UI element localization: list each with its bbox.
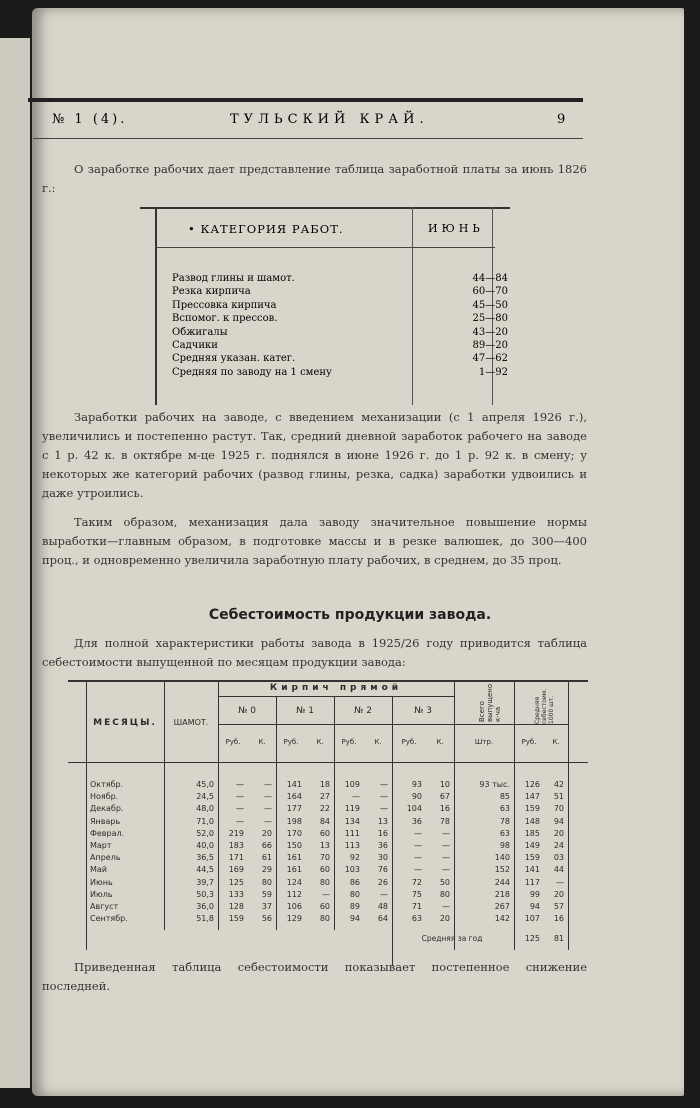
cost-intro-paragraph: Для полной характеристики работы завода в 1925/26 году приводится таблица себестоимости выпущенной по месяцам продукции завода: bbox=[42, 636, 587, 669]
cost-table-rule bbox=[218, 696, 454, 697]
wage-value: 47—62 bbox=[472, 353, 508, 365]
cost-table-cell: 185 bbox=[524, 828, 540, 838]
cost-table-cell: 92 bbox=[349, 853, 360, 863]
wage-value: 44—84 bbox=[472, 273, 508, 284]
cost-table-cell: 142 bbox=[494, 914, 510, 924]
cost-table-month: Январь bbox=[90, 816, 121, 826]
cost-table-cell: 20 bbox=[553, 889, 564, 899]
cost-table-cell: 40,0 bbox=[196, 841, 214, 850]
cost-table-rule bbox=[334, 696, 335, 930]
cost-table-cell: 107 bbox=[524, 914, 540, 924]
cost-table-cell: 66 bbox=[261, 841, 272, 850]
cost-table-top-rule bbox=[68, 680, 588, 682]
cost-table-cell: 119 bbox=[344, 804, 360, 814]
cost-table-cell: 141 bbox=[524, 865, 540, 875]
cost-table-cell: 48 bbox=[377, 902, 388, 911]
cost-table-cell: — bbox=[236, 780, 244, 789]
cost-table-cell: 94 bbox=[553, 816, 564, 826]
cost-table-cell: 30 bbox=[377, 853, 388, 863]
cost-table-month: Май bbox=[90, 865, 108, 875]
cost-table-cell: 267 bbox=[494, 902, 510, 911]
cost-table-cell: 140 bbox=[494, 853, 510, 863]
cost-table-cell: 98 bbox=[499, 841, 510, 850]
cost-table-rule bbox=[276, 696, 277, 930]
cost-table-cell: 75 bbox=[411, 889, 422, 899]
wage-table-row bbox=[172, 353, 508, 366]
cost-table-cell: 161 bbox=[286, 865, 302, 875]
cost-table-month: Март bbox=[90, 841, 112, 850]
cost-table-cell: 141 bbox=[286, 780, 302, 789]
section-title: Себестоимость продукции завода. bbox=[208, 607, 492, 623]
cost-table-cell: 183 bbox=[228, 841, 244, 850]
wage-category: Обжигалы bbox=[172, 326, 228, 338]
cost-table-cell: 71 bbox=[411, 902, 422, 911]
cost-table-cell: 13 bbox=[319, 841, 330, 850]
cost-table-cell: 76 bbox=[377, 865, 388, 875]
cost-table-kop-label: К. bbox=[316, 738, 324, 746]
wage-table-top-rule bbox=[140, 207, 510, 209]
cost-table-cell: 99 bbox=[529, 889, 540, 899]
cost-table-cell: 93 bbox=[411, 780, 422, 789]
cost-table-cell: 26 bbox=[377, 877, 388, 887]
cost-table-cell: — bbox=[322, 889, 330, 899]
cost-table-cell: — bbox=[380, 889, 388, 899]
cost-table-cell: 42 bbox=[553, 780, 564, 789]
cost-table-cell: 29 bbox=[261, 865, 272, 875]
cost-table-cell: 45,0 bbox=[196, 780, 214, 789]
cost-table-avg-kop: 81 bbox=[553, 934, 564, 943]
cost-table-cell: — bbox=[442, 865, 450, 875]
cost-table-cell: 71,0 bbox=[196, 816, 214, 826]
wage-value: 89—20 bbox=[472, 340, 508, 351]
cost-table-cell: 36,0 bbox=[196, 902, 214, 911]
cost-table-rub-label: Руб. bbox=[401, 738, 417, 746]
cost-table-cell: 50 bbox=[439, 877, 450, 887]
cost-table-cell: — bbox=[414, 853, 422, 863]
cost-table-cell: 148 bbox=[524, 816, 540, 826]
cost-table-cell: 16 bbox=[377, 828, 388, 838]
wage-category: Средняя указан. катег. bbox=[172, 353, 296, 365]
wage-table-row bbox=[172, 286, 508, 299]
wage-category: Средняя по заводу на 1 смену bbox=[172, 366, 332, 378]
cost-table-cell: 113 bbox=[344, 841, 360, 850]
cost-table-cell: 60 bbox=[319, 865, 330, 875]
cost-table-header-rule bbox=[68, 762, 588, 763]
wage-table-row bbox=[172, 366, 508, 380]
cost-table-cell: 170 bbox=[286, 828, 302, 838]
cost-table-cell: 149 bbox=[524, 841, 540, 850]
cost-table-cell: — bbox=[380, 780, 388, 789]
cost-table-sht-label: Штр. bbox=[474, 738, 494, 746]
cost-table-cell: 125 bbox=[228, 877, 244, 887]
cost-table-cell: 94 bbox=[349, 914, 360, 924]
cost-table-cell: 37 bbox=[261, 902, 272, 911]
cost-table-brick-header: Кирпич прямой bbox=[269, 683, 403, 693]
cost-table-cell: 64 bbox=[377, 914, 388, 924]
wage-value: 43—20 bbox=[472, 326, 508, 338]
cost-table-cell: 80 bbox=[319, 914, 330, 924]
cost-table-cell: 63 bbox=[499, 804, 510, 814]
cost-table-cell: 152 bbox=[494, 865, 510, 875]
cost-table-avg-rub: 125 bbox=[524, 934, 540, 943]
cost-table-cell: 70 bbox=[553, 804, 564, 814]
issue-number: № 1 (4). bbox=[52, 112, 128, 127]
cost-table-output-header: Всего выпущено к-ча bbox=[478, 683, 502, 722]
cost-table-cell: 124 bbox=[286, 877, 302, 887]
cost-table-rule bbox=[218, 724, 568, 725]
cost-table-kop-label: К. bbox=[552, 738, 560, 746]
cost-table-cell: 133 bbox=[228, 889, 244, 899]
cost-table-kop-label: К. bbox=[374, 738, 382, 746]
cost-table-cell: 159 bbox=[524, 853, 540, 863]
cost-table-cell: 80 bbox=[319, 877, 330, 887]
cost-table-cell: 39,7 bbox=[196, 877, 214, 887]
wage-category: Прессовка кирпича bbox=[172, 299, 277, 311]
mechanization-paragraph: Таким образом, механизация дала заводу значительное повышение нормы выработки—главным образом, в подготовке массы и в резке валюшек, до 300—400 проц., и одновременно увеличила заработную плату рабочих, в среднем, до 35 проц. bbox=[42, 515, 587, 567]
cost-table-cell: 112 bbox=[286, 889, 302, 899]
cost-table-rule bbox=[218, 680, 219, 930]
journal-title: ТУЛЬСКИЙ КРАЙ. bbox=[230, 112, 429, 127]
cost-table-cell: 48,0 bbox=[196, 804, 214, 814]
cost-table-cell: — bbox=[264, 792, 272, 802]
cost-table-cell: 70 bbox=[319, 853, 330, 863]
wage-table-row bbox=[172, 273, 508, 286]
cost-table-cell: 24 bbox=[553, 841, 564, 850]
cost-table-cell: 86 bbox=[349, 877, 360, 887]
cost-table-cell: 51,8 bbox=[196, 914, 214, 924]
cost-table-cell: — bbox=[442, 841, 450, 850]
cost-table-month: Октябр. bbox=[90, 780, 124, 789]
wage-value: 45—50 bbox=[472, 299, 508, 311]
cost-table-cell: 03 bbox=[553, 853, 564, 863]
cost-table-cell: — bbox=[442, 902, 450, 911]
cost-table-cell: 20 bbox=[553, 828, 564, 838]
cost-table-cell: 159 bbox=[228, 914, 244, 924]
cost-table-month: Феврал. bbox=[90, 828, 125, 838]
cost-table-cell: 150 bbox=[286, 841, 302, 850]
wage-table-row bbox=[172, 313, 508, 326]
cost-table-cell: 164 bbox=[286, 792, 302, 802]
cost-table-month: Август bbox=[90, 902, 119, 911]
cost-table-rub-label: Руб. bbox=[521, 738, 537, 746]
cost-table-cell: 218 bbox=[494, 889, 510, 899]
cost-table-cell: 13 bbox=[377, 816, 388, 826]
cost-table-cell: 36 bbox=[377, 841, 388, 850]
cost-table-cell: 128 bbox=[228, 902, 244, 911]
wage-table-header-rule bbox=[155, 247, 495, 248]
cost-table-kop-label: К. bbox=[436, 738, 444, 746]
cost-table-cell: — bbox=[264, 780, 272, 789]
cost-table-cell: — bbox=[380, 792, 388, 802]
wages-paragraph: Заработки рабочих на заводе, с введением механизации (с 1 апреля 1926 г.), увеличились и постепенно растут. Так, средний дневной заработок рабочего на заводе с 1 р. 42 к. в октябре м-це 1925 г. поднялся в июне 1926 г. до 1 р. 92 к. в смену; у некоторых же категорий рабочих (развод глины, резка, садка) заработки удвоились и даже утроились. bbox=[42, 410, 587, 500]
wage-table-row bbox=[172, 299, 508, 313]
cost-table-month: Декабр. bbox=[90, 804, 124, 814]
cost-table-cell: — bbox=[236, 804, 244, 814]
cost-table-cell: — bbox=[414, 865, 422, 875]
cost-table-cell: 147 bbox=[524, 792, 540, 802]
wage-value: 1—92 bbox=[478, 366, 508, 378]
cost-table-cell: 36,5 bbox=[196, 853, 214, 863]
cost-table-cell: 61 bbox=[261, 853, 272, 863]
cost-table-cell: 22 bbox=[319, 804, 330, 814]
cost-table-cell: — bbox=[236, 816, 244, 826]
wage-value: 60—70 bbox=[472, 286, 508, 298]
cost-table-cell: — bbox=[414, 841, 422, 850]
cost-table-month: Сентябр. bbox=[90, 914, 128, 924]
cost-table-kop-label: К. bbox=[258, 738, 266, 746]
cost-table-cell: — bbox=[264, 804, 272, 814]
cost-table-cell: 171 bbox=[228, 853, 244, 863]
cost-table-cell: 44 bbox=[553, 865, 564, 875]
wage-category: Развод глины и шамот. bbox=[172, 273, 295, 284]
cost-table-cell: — bbox=[264, 816, 272, 826]
cost-table-n2-header: № 2 bbox=[354, 706, 372, 716]
cost-table-cell: 111 bbox=[344, 828, 360, 838]
cost-table-rub-label: Руб. bbox=[341, 738, 357, 746]
cost-table-cell: 59 bbox=[261, 889, 272, 899]
cost-table-cell: 16 bbox=[553, 914, 564, 924]
cost-table-cell: — bbox=[380, 804, 388, 814]
cost-table-cell: 109 bbox=[344, 780, 360, 789]
cost-table-cell: 129 bbox=[286, 914, 302, 924]
cost-table-cell: 94 bbox=[529, 902, 540, 911]
cost-table-cell: 134 bbox=[344, 816, 360, 826]
left-page-edge bbox=[0, 38, 30, 1088]
cost-table-cell: 93 тыс. bbox=[479, 780, 510, 789]
cost-table-months-header: МЕСЯЦЫ. bbox=[93, 718, 157, 728]
wage-table-june-header: ИЮНЬ bbox=[428, 222, 484, 235]
cost-table-cell: — bbox=[442, 828, 450, 838]
cost-table-cell: 44,5 bbox=[196, 865, 214, 875]
cost-table-cell: 60 bbox=[319, 902, 330, 911]
cost-table-cell: — bbox=[236, 792, 244, 802]
cost-table-cell: — bbox=[352, 792, 360, 802]
cost-table-cell: 52,0 bbox=[196, 828, 214, 838]
cost-table-avg-header: Средняя себестоим. 1000 шт. bbox=[534, 688, 555, 724]
cost-table-cell: 72 bbox=[411, 877, 422, 887]
cost-table-cell: 10 bbox=[439, 780, 450, 789]
cost-table-month: Ноябр. bbox=[90, 792, 119, 802]
wage-category: Резка кирпича bbox=[172, 286, 251, 298]
wage-table-category-header: • КАТЕГОРИЯ РАБОТ. bbox=[188, 222, 344, 236]
intro-paragraph: О заработке рабочих дает представление таблица заработной платы за июнь 1826 г.: bbox=[42, 162, 587, 195]
wage-table-left-rule bbox=[155, 207, 157, 405]
cost-table-cell: 117 bbox=[524, 877, 540, 887]
cost-table-cell: 57 bbox=[553, 902, 564, 911]
cost-table-cell: 24,5 bbox=[196, 792, 214, 802]
cost-table-cell: 60 bbox=[319, 828, 330, 838]
cost-table-cell: 106 bbox=[286, 902, 302, 911]
conclusion-paragraph: Приведенная таблица себестоимости показывает постепенное снижение последней. bbox=[42, 960, 587, 993]
header-underline bbox=[33, 138, 583, 139]
cost-table-month: Июль bbox=[90, 889, 113, 899]
cost-table-cell: 63 bbox=[411, 914, 422, 924]
cost-table-cell: 126 bbox=[524, 780, 540, 789]
wage-value: 25—80 bbox=[472, 313, 508, 325]
cost-table-cell: 244 bbox=[494, 877, 510, 887]
cost-table-cell: 161 bbox=[286, 853, 302, 863]
cost-table-rule bbox=[514, 680, 515, 950]
cost-table-rule bbox=[568, 680, 569, 950]
cost-table-cell: 198 bbox=[286, 816, 302, 826]
cost-table-cell: 51 bbox=[553, 792, 564, 802]
cost-table-cell: 78 bbox=[499, 816, 510, 826]
cost-table-cell: 85 bbox=[499, 792, 510, 802]
cost-table-shamot-header: ШАМОТ. bbox=[173, 718, 209, 727]
cost-table-cell: 80 bbox=[439, 889, 450, 899]
cost-table-cell: 36 bbox=[411, 816, 422, 826]
cost-table-cell: 50,3 bbox=[196, 889, 214, 899]
cost-table-cell: 56 bbox=[261, 914, 272, 924]
cost-table-cell: 20 bbox=[261, 828, 272, 838]
cost-table-cell: 18 bbox=[319, 780, 330, 789]
cost-table-n1-header: № 1 bbox=[296, 706, 314, 716]
cost-table-cell: 67 bbox=[439, 792, 450, 802]
wage-category: Вспомог. к прессов. bbox=[172, 313, 278, 325]
cost-table-cell: 177 bbox=[286, 804, 302, 814]
cost-table-cell: 80 bbox=[261, 877, 272, 887]
wage-table bbox=[140, 207, 510, 405]
cost-table-month: Апрель bbox=[90, 853, 121, 863]
cost-table-cell: 63 bbox=[499, 828, 510, 838]
cost-table-cell: 20 bbox=[439, 914, 450, 924]
cost-table-footer-label: Средняя за год bbox=[421, 934, 483, 943]
wage-table-row bbox=[172, 340, 508, 353]
cost-table-cell: — bbox=[414, 828, 422, 838]
cost-table-rule bbox=[392, 696, 393, 966]
cost-table-cell: 89 bbox=[349, 902, 360, 911]
cost-table-cell: 169 bbox=[228, 865, 244, 875]
cost-table-cell: 104 bbox=[406, 804, 422, 814]
cost-table-cell: 80 bbox=[349, 889, 360, 899]
cost-table-cell: 103 bbox=[344, 865, 360, 875]
cost-table-n0-header: № 0 bbox=[238, 706, 256, 716]
cost-table-cell: 84 bbox=[319, 816, 330, 826]
header-rule bbox=[28, 98, 583, 102]
cost-table-cell: 78 bbox=[439, 816, 450, 826]
cost-table-cell: — bbox=[442, 853, 450, 863]
cost-table-rub-label: Руб. bbox=[283, 738, 299, 746]
wage-table-row bbox=[172, 326, 508, 340]
cost-table-n3-header: № 3 bbox=[414, 706, 432, 716]
cost-table-cell: 16 bbox=[439, 804, 450, 814]
cost-table-cell: 159 bbox=[524, 804, 540, 814]
page-number: 9 bbox=[557, 112, 569, 127]
cost-table-rule bbox=[454, 680, 455, 950]
cost-table-cell: 27 bbox=[319, 792, 330, 802]
cost-table-cell: 90 bbox=[411, 792, 422, 802]
cost-table-rub-label: Руб. bbox=[225, 738, 241, 746]
cost-table-month: Июнь bbox=[90, 877, 113, 887]
wage-category: Садчики bbox=[172, 340, 218, 351]
cost-table bbox=[68, 680, 588, 950]
cost-table-cell: 219 bbox=[228, 828, 244, 838]
cost-table-cell: — bbox=[556, 877, 564, 887]
